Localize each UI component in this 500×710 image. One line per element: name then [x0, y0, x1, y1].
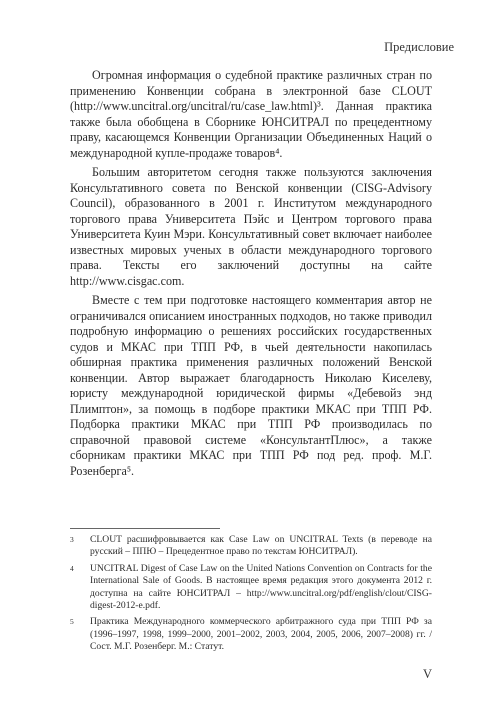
- footnote-text: Практика Международного коммерческого арбитражного суда при ТПП РФ за (1996–1997, 1998, 1999–2000, 2001–2002, 2003, 2004, 2005, 2006, 2007–2008) гг. / Сост. М.Г. Розенберг. М.: Статут.: [90, 616, 432, 653]
- footnote: [70, 534, 432, 559]
- footnote-separator: [70, 528, 220, 529]
- running-header: Предисловие: [384, 40, 454, 54]
- page-number: V: [422, 667, 432, 681]
- paragraph-clout: Огромная информация о судебной практике различных стран по применению Конвенции собрана в электронной базе CLOUT (http://www.uncitral.org/uncitral/ru/case_law.html)³. Данная практика также была обобщена в Сборнике ЮНСИТРАЛ по прецедентному праву, касающемся Конвенции Организации Объединенных Наций о международной купле-продаже товаров⁴.: [70, 68, 432, 160]
- footnote-text: CLOUT расшифровывается как Case Law on UNCITRAL Texts (в переводе на русский – ППЮ – Прецедентное право по текстам ЮНСИТРАЛ).: [90, 534, 432, 558]
- footnote-number: 3: [70, 535, 74, 544]
- footnote-number: 4: [70, 563, 74, 573]
- footnote-text: UNCITRAL Digest of Case Law on the United Nations Convention on Contracts for the International Sale of Goods. В настоящее время редакция этого документа 2012 г. доступна на сайте ЮНСИТРАЛ – http://www.uncitral.org/pdf/english/clout/CISG-digest-2012-e.pdf.: [90, 562, 432, 612]
- body-text: [70, 68, 432, 479]
- footnotes: [70, 534, 432, 658]
- footnote: [70, 616, 432, 653]
- paragraph-advisory-council: Большим авторитетом сегодня также пользуются заключения Консультативного совета по Венской конвенции (CISG-Advisory Council), образованного в 2001 г. Институтом международного торгового права Университета Пэйс и Центром торгового права Университета Куин Мэри. Консультативный совет включает наиболее известных мировых ученых в области международного торгового права. Тексты его заключений доступны на сайте http://www.cisgac.com.: [70, 165, 432, 288]
- paragraph-russian-practice: Вместе с тем при подготовке настоящего комментария автор не ограничивался описанием иностранных подходов, но также приводил подробную информацию о решениях российских государственных судов и МКАС при ТПП РФ, в чьей деятельности накопилась обширная практика применения различных положений Венской конвенции. Автор выражает благодарность Николаю Киселеву, юристу международной юридической фирмы «Дебевойз энд Плимптон», за помощь в подборе практики МКАС при ТПП РФ. Подборка практики МКАС при ТПП РФ производилась по справочной правовой системе «КонсультантПлюс», а также сборникам практики МКАС при ТПП РФ под ред. проф. М.Г. Розенберга⁵.: [70, 293, 432, 478]
- footnote: [70, 563, 432, 613]
- footnote-number: 5: [70, 617, 74, 627]
